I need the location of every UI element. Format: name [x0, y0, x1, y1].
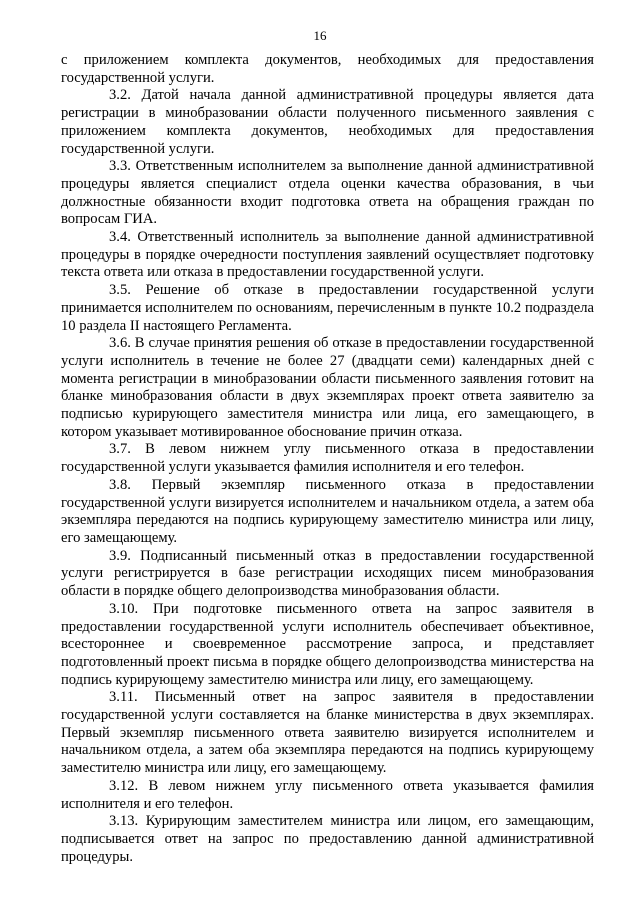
paragraph-3-8: 3.8. Первый экземпляр письменного отказа в предоставлении государственной услуги визируется исполнителем и начальником отдела, а затем оба экземпляра передаются на подпись курирующему заместителю министра или лицу, его замещающему.	[61, 476, 594, 546]
paragraph-3-5: 3.5. Решение об отказе в предоставлении государственной услуги принимается исполнителем по основаниям, перечисленным в пункте 10.2 подраздела 10 раздела II настоящего Регламента.	[61, 282, 594, 334]
paragraph-3-9: 3.9. Подписанный письменный отказ в предоставлении государственной услуги регистрируется в базе регистрации исходящих писем минобразования области в порядке общего делопроизводства минобразования области.	[61, 547, 594, 600]
paragraph-3-6: 3.6. В случае принятия решения об отказе в предоставлении государственной услуги исполнитель в течение не более 27 (двадцати семи) календарных дней с момента регистрации в минобразовании области письменного заявления готовит на бланке минобразования области в двух экземплярах проект ответа заявителю за подписью курирующего заместителя министра или лица, его замещающего, в котором указывает мотивированное обоснование причин отказа.	[61, 335, 594, 440]
paragraph-3-11: 3.11. Письменный ответ на запрос заявителя в предоставлении государственной услуги составляется на бланке министерства в двух экземплярах. Первый экземпляр письменного ответа заявителю визируется исполнителем и начальником отдела, а затем оба экземпляра передаются на подпись курирующему заместителю министра или лицу, его замещающему.	[61, 689, 594, 777]
paragraph-3-4: 3.4. Ответственный исполнитель за выполнение данной административной процедуры в порядке очередности поступления заявлений осуществляет подготовку текста ответа или отказа в предоставлении государственной услуги.	[61, 229, 594, 281]
paragraph-3-12: 3.12. В левом нижнем углу письменного ответа указывается фамилия исполнителя и его телефон.	[61, 777, 594, 812]
paragraph-3-10: 3.10. При подготовке письменного ответа на запрос заявителя в предоставлении государственной услуги исполнитель обеспечивает объективное, всестороннее и своевременное рассмотрение запроса, и представляет подготовленный проект письма в порядке общего делопроизводства министерства на подпись курирующему заместителю министра или лицу, его замещающему.	[61, 600, 594, 688]
document-body	[61, 52, 594, 866]
paragraph-3-3: 3.3. Ответственным исполнителем за выполнение данной административной процедуры является специалист отдела оценки качества образования, в чьи должностные обязанности входит подготовка ответа на обращения граждан по вопросам ГИА.	[61, 158, 594, 228]
paragraph-3-2: 3.2. Датой начала данной административной процедуры является дата регистрации в минобразовании области полученного письменного заявления с приложением комплекта документов, необходимых для предоставления государственной услуги.	[61, 87, 594, 157]
paragraph-3-13: 3.13. Курирующим заместителем министра или лицом, его замещающим, подписывается ответ на запрос по предоставлению данной административной процедуры.	[61, 813, 594, 865]
paragraph-continuation: с приложением комплекта документов, необходимых для предоставления государственной услуги.	[61, 52, 594, 86]
paragraph-3-7: 3.7. В левом нижнем углу письменного отказа в предоставлении государственной услуги указывается фамилия исполнителя и его телефон.	[61, 441, 594, 476]
page-number: 16	[313, 28, 327, 43]
